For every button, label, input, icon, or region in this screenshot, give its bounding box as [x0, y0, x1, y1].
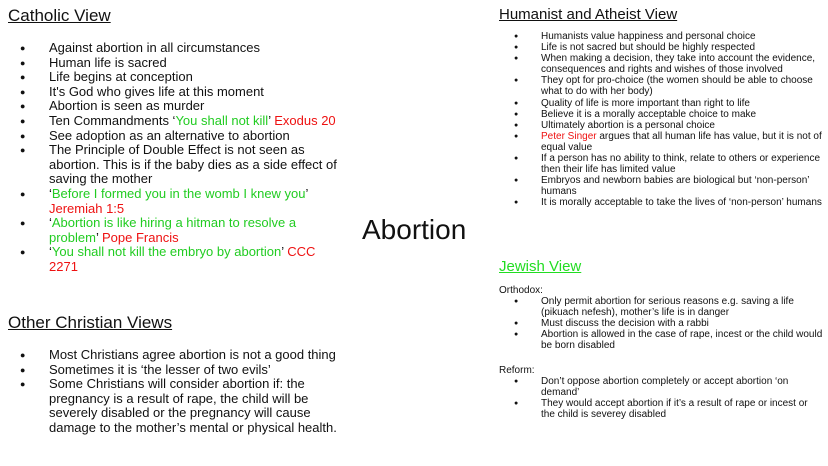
item-text: ‘ — [49, 185, 52, 201]
item-text: Sometimes it is ‘the lesser of two evils’ — [49, 361, 271, 377]
item-text: Humanists value happiness and personal choice — [541, 31, 756, 42]
list-item — [8, 348, 338, 363]
list-item — [499, 175, 824, 197]
item-text: ‘ — [49, 215, 52, 231]
list-item — [8, 85, 338, 100]
humanist-section — [499, 6, 824, 209]
list-item — [8, 187, 338, 216]
reform-label: Reform: — [499, 364, 535, 376]
item-text: Most Christians agree abortion is not a good thing — [49, 347, 336, 362]
list-item — [499, 120, 824, 131]
list-item — [499, 197, 824, 208]
source-reference: CCC 2271 — [49, 244, 316, 274]
item-text: Against abortion in all circumstances — [49, 40, 260, 55]
source-reference: Exodus 20 — [274, 112, 336, 128]
list-item — [499, 153, 824, 175]
item-text: Embryos and newborn babies are biological but ‘non-person’ humans — [541, 175, 810, 198]
humanist-heading: Humanist and Atheist View — [499, 6, 678, 23]
item-text: Must discuss the decision with a rabbi — [541, 318, 709, 330]
list-item — [499, 329, 824, 351]
list-item — [8, 363, 338, 378]
list-item — [499, 398, 824, 420]
item-text: Life begins at conception — [49, 69, 193, 85]
list-item — [499, 296, 824, 318]
list-item — [499, 42, 824, 53]
list-item — [8, 70, 338, 85]
list-item — [499, 31, 824, 42]
humanist-list — [499, 31, 824, 209]
page-title: Abortion — [362, 214, 467, 245]
item-text: Human life is sacred — [49, 54, 167, 70]
list-item — [499, 318, 824, 329]
item-text: See adoption as an alternative to abortion — [49, 127, 290, 143]
list-item — [8, 216, 338, 245]
catholic-section — [8, 6, 338, 275]
item-text: Believe it is a morally acceptable choice to make — [541, 108, 757, 120]
item-text: If a person has no ability to think, relate to others or experience then their life has limited value — [541, 153, 821, 176]
list-item — [499, 75, 824, 97]
item-text: ’ — [305, 185, 308, 201]
item-text: argues that all human life has value, but it is not of equal value — [541, 130, 822, 153]
list-item — [8, 245, 338, 274]
item-text: Don’t oppose abortion completely or accept abortion ‘on demand’ — [541, 375, 789, 398]
item-text: Some Christians will consider abortion if: the pregnancy is a result of rape, the child will be severely disabled or the pregnancy will cause damage to the mother’s mental or physical health. — [49, 376, 337, 435]
item-text: Ultimately abortion is a personal choice — [541, 119, 715, 131]
list-item — [8, 114, 338, 129]
item-text: Quality of life is more important than right to life — [541, 97, 750, 109]
list-item — [499, 131, 824, 153]
catholic-list — [8, 41, 338, 275]
jewish-section — [499, 258, 824, 420]
list-item — [8, 143, 338, 187]
item-text: ’ — [268, 112, 275, 128]
item-text: ’ — [281, 244, 288, 260]
item-text: Only permit abortion for serious reasons e.g. saving a life (pikuach nefesh), mother’s life is in danger — [541, 296, 794, 319]
item-text: ‘ — [49, 244, 52, 260]
item-text: It's God who gives life at this moment — [49, 83, 264, 99]
list-item — [8, 99, 338, 114]
list-item — [499, 376, 824, 398]
item-text: Abortion is allowed in the case of rape, incest or the child would be born disabled — [541, 329, 823, 352]
item-text: ’ — [95, 229, 102, 245]
quote-text: Before I formed you in the womb I knew you — [51, 185, 306, 201]
item-text: Abortion is seen as murder — [49, 98, 205, 114]
other-christian-heading: Other Christian Views — [8, 313, 173, 332]
item-text: The Principle of Double Effect is not seen as abortion. This is if the baby dies as a side effect of saving the mother — [49, 142, 337, 187]
item-text: They opt for pro-choice (the women should be able to choose what to do with her body) — [541, 75, 813, 98]
source-reference: Pope Francis — [102, 229, 179, 245]
jewish-heading: Jewish View — [499, 258, 582, 275]
item-text: Ten Commandments ‘ — [49, 112, 176, 128]
list-item — [8, 129, 338, 144]
item-text: Life is not sacred but should be highly respected — [541, 42, 756, 54]
list-item — [8, 377, 338, 435]
item-text: They would accept abortion if it’s a result of rape or incest or the child is severey disabled — [541, 397, 808, 420]
other-christian-list — [8, 348, 338, 436]
item-text: It is morally acceptable to take the lives of ‘non-person’ humans — [541, 197, 822, 209]
reform-list — [499, 376, 824, 420]
list-item — [499, 53, 824, 75]
list-item — [8, 41, 338, 56]
quote-text: You shall not kill — [175, 112, 269, 128]
quote-text: You shall not kill the embryo by abortion — [51, 244, 282, 260]
list-item — [499, 98, 824, 109]
quote-text: Abortion is like hiring a hitman to resolve a problem — [49, 215, 297, 245]
source-reference: Jeremiah 1:5 — [49, 200, 125, 216]
orthodox-label: Orthodox: — [499, 285, 543, 296]
list-item — [8, 56, 338, 71]
catholic-heading: Catholic View — [8, 6, 111, 25]
item-text: When making a decision, they take into account the evidence, consequences and rights and wishes of those involved — [541, 53, 816, 76]
orthodox-list — [499, 296, 824, 351]
other-christian-section — [8, 313, 338, 436]
list-item — [499, 109, 824, 120]
source-reference: Peter Singer — [541, 130, 597, 142]
